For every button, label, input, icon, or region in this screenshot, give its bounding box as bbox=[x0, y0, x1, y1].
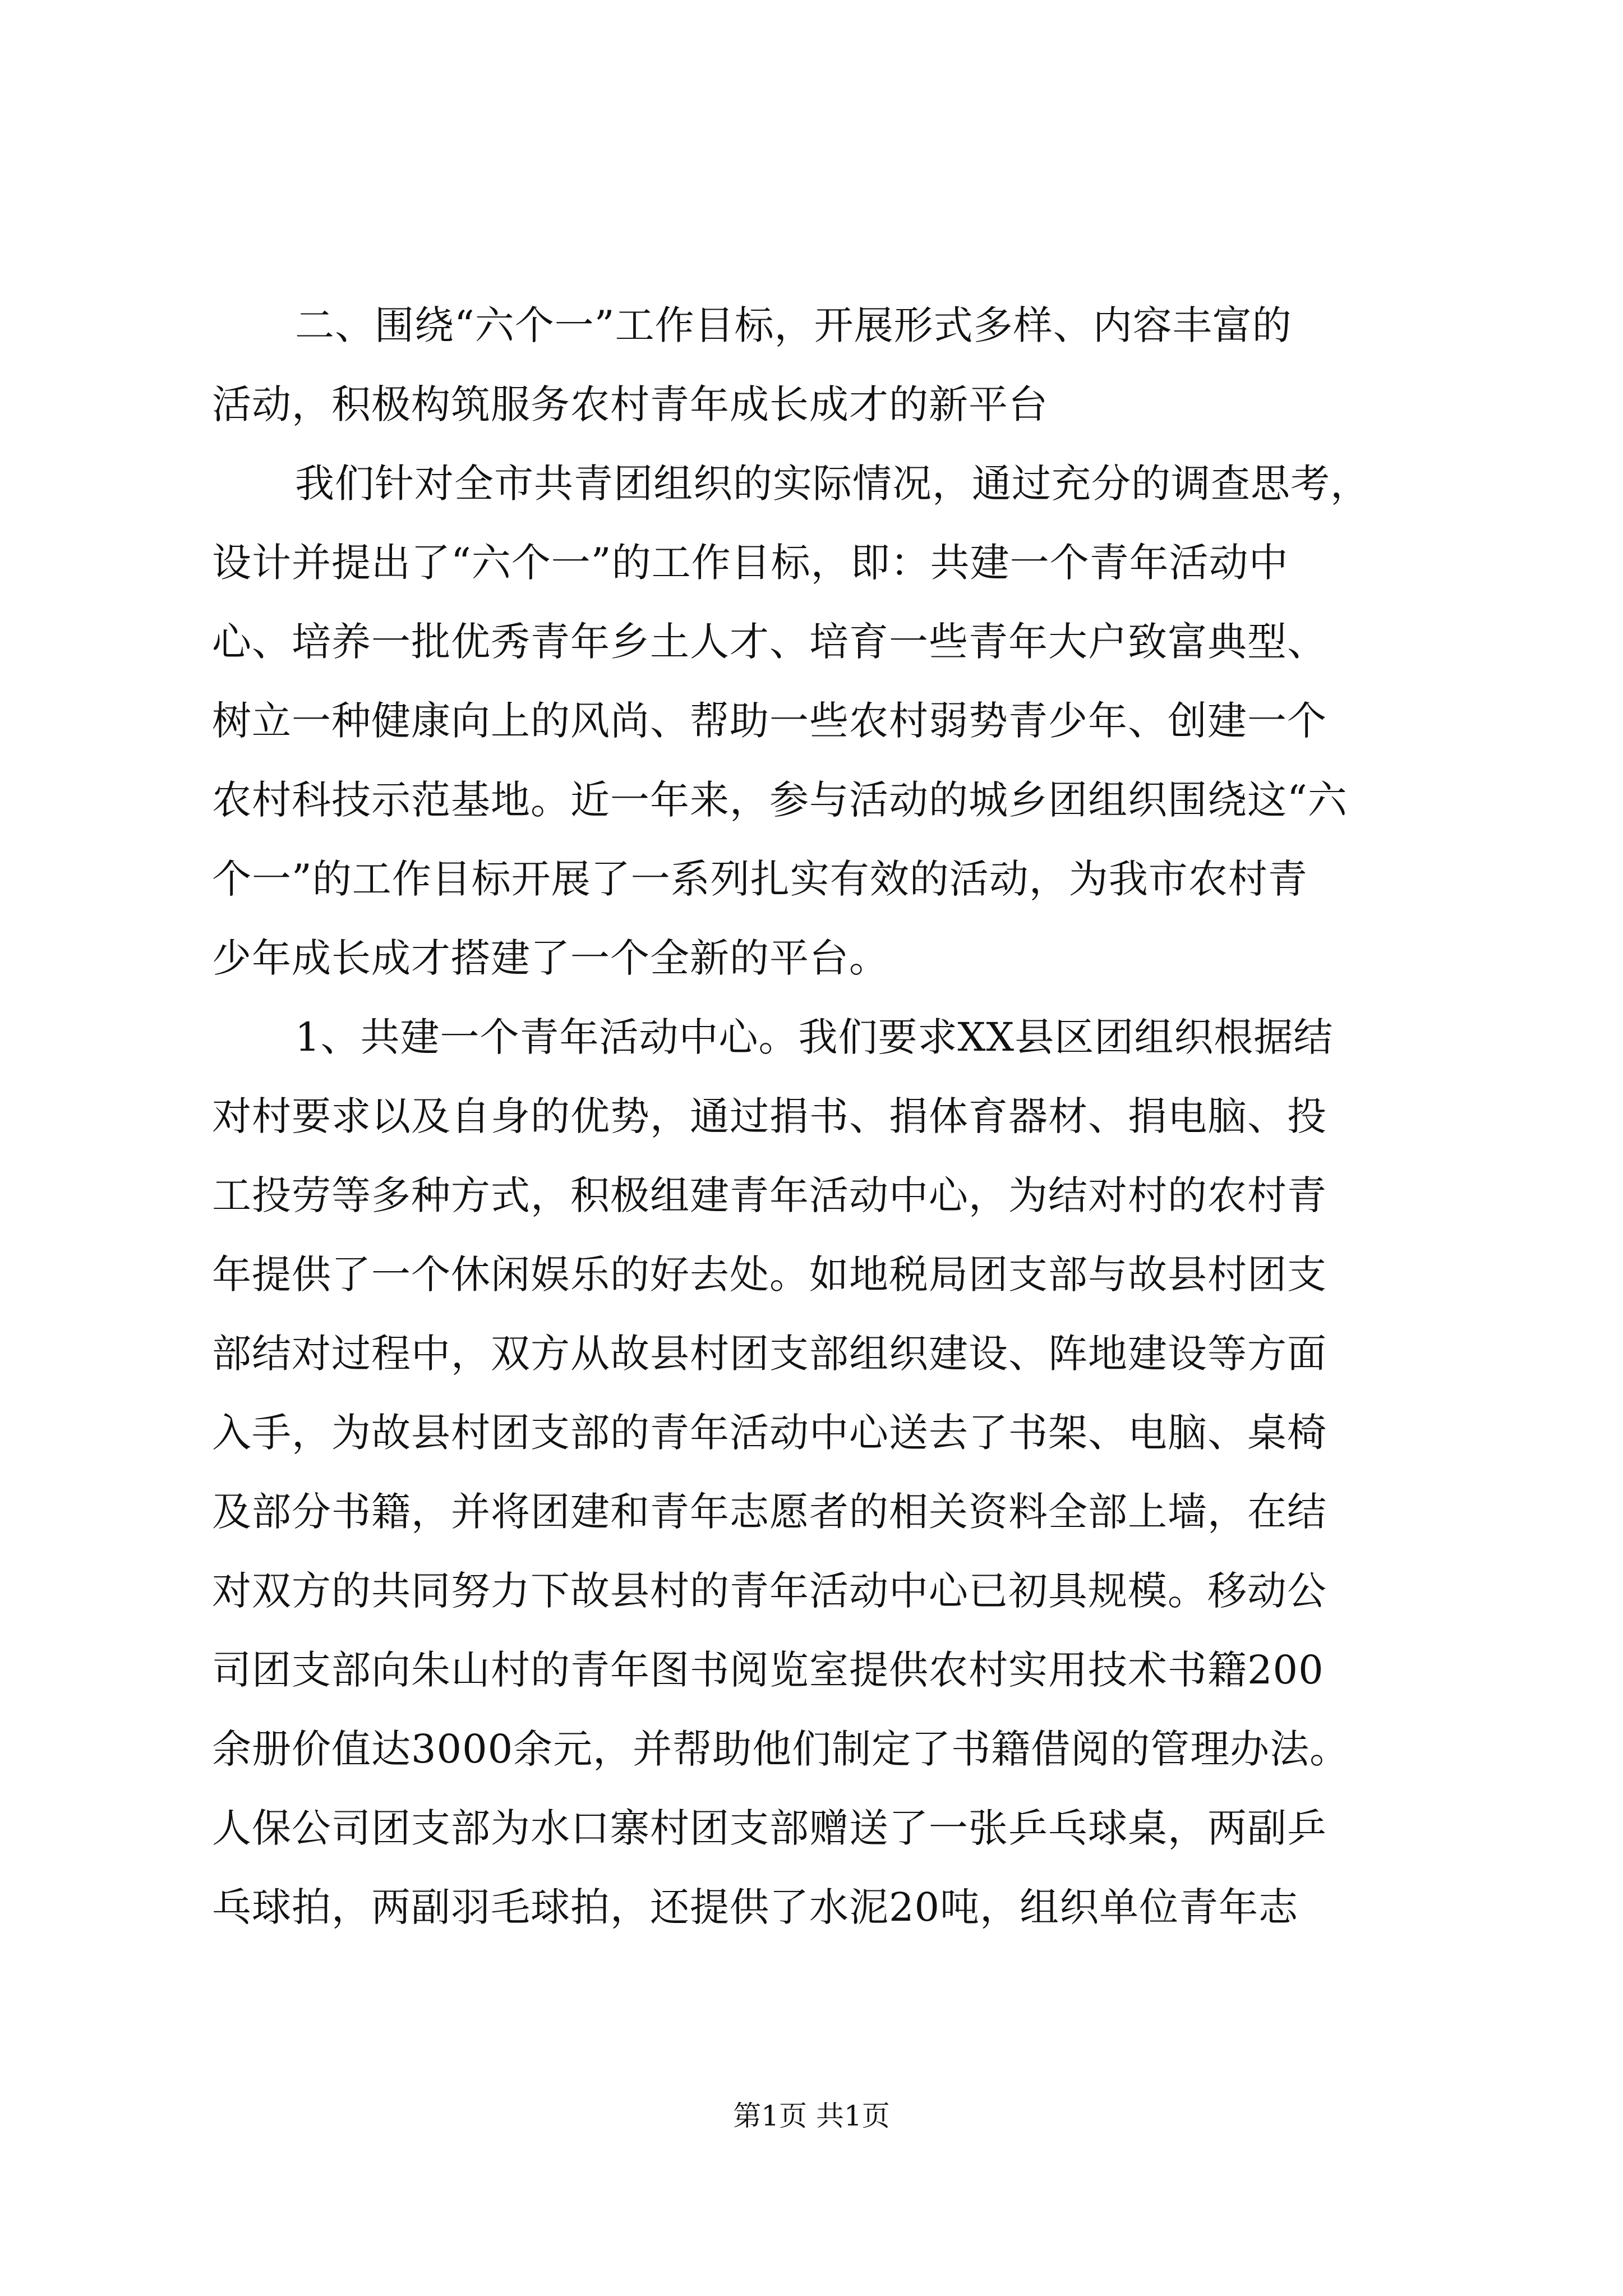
heading-line: 活动，积极构筑服务农村青年成长成才的新平台 bbox=[212, 381, 1048, 427]
paragraph-line: 我们针对全市共青团组织的实际情况，通过充分的调查思考， bbox=[295, 461, 1370, 507]
paragraph-line: 心、培养一批优秀青年乡土人才、培育一些青年大户致富典型、 bbox=[212, 619, 1327, 665]
paragraph-line: 对双方的共同努力下故县村的青年活动中心已初具规模。移动公 bbox=[212, 1568, 1327, 1614]
paragraph-line: 乓球拍，两副羽毛球拍，还提供了水泥20吨，组织单位青年志 bbox=[212, 1884, 1299, 1930]
paragraph-line: 人保公司团支部为水口寨村团支部赠送了一张乒乓球桌，两副乒 bbox=[212, 1805, 1327, 1851]
paragraph-line: 对村要求以及自身的优势，通过捐书、捐体育器材、捐电脑、投 bbox=[212, 1093, 1327, 1139]
paragraph-line: 入手，为故县村团支部的青年活动中心送去了书架、电脑、桌椅 bbox=[212, 1410, 1327, 1456]
paragraph-line: 少年成长成才搭建了一个全新的平台。 bbox=[212, 935, 889, 981]
paragraph-line: 树立一种健康向上的风尚、帮助一些农村弱势青少年、创建一个 bbox=[212, 698, 1327, 744]
heading-line: 二、围绕“六个一”工作目标，开展形式多样、内容丰富的 bbox=[295, 302, 1292, 348]
paragraph-line: 司团支部向朱山村的青年图书阅览室提供农村实用技术书籍200 bbox=[212, 1647, 1324, 1693]
document-body bbox=[212, 286, 1412, 1947]
paragraph-line: 个一”的工作目标开展了一系列扎实有效的活动，为我市农村青 bbox=[212, 856, 1308, 902]
paragraph-line: 及部分书籍，并将团建和青年志愿者的相关资料全部上墙，在结 bbox=[212, 1489, 1327, 1535]
page-number-footer: 第1页 共1页 bbox=[733, 2100, 890, 2132]
paragraph-line: 年提供了一个休闲娱乐的好去处。如地税局团支部与故县村团支 bbox=[212, 1251, 1327, 1297]
paragraph-line: 部结对过程中，双方从故县村团支部组织建设、阵地建设等方面 bbox=[212, 1331, 1327, 1377]
paragraph-line: 1、共建一个青年活动中心。我们要求XX县区团组织根据结 bbox=[295, 1014, 1334, 1060]
paragraph-line: 工投劳等多种方式，积极组建青年活动中心，为结对村的农村青 bbox=[212, 1172, 1327, 1218]
paragraph-line: 农村科技示范基地。近一年来，参与活动的城乡团组织围绕这“六 bbox=[212, 777, 1348, 823]
paragraph-line: 设计并提出了“六个一”的工作目标，即：共建一个青年活动中 bbox=[212, 540, 1289, 586]
paragraph-line: 余册价值达3000余元，并帮助他们制定了书籍借阅的管理办法。 bbox=[212, 1726, 1350, 1772]
